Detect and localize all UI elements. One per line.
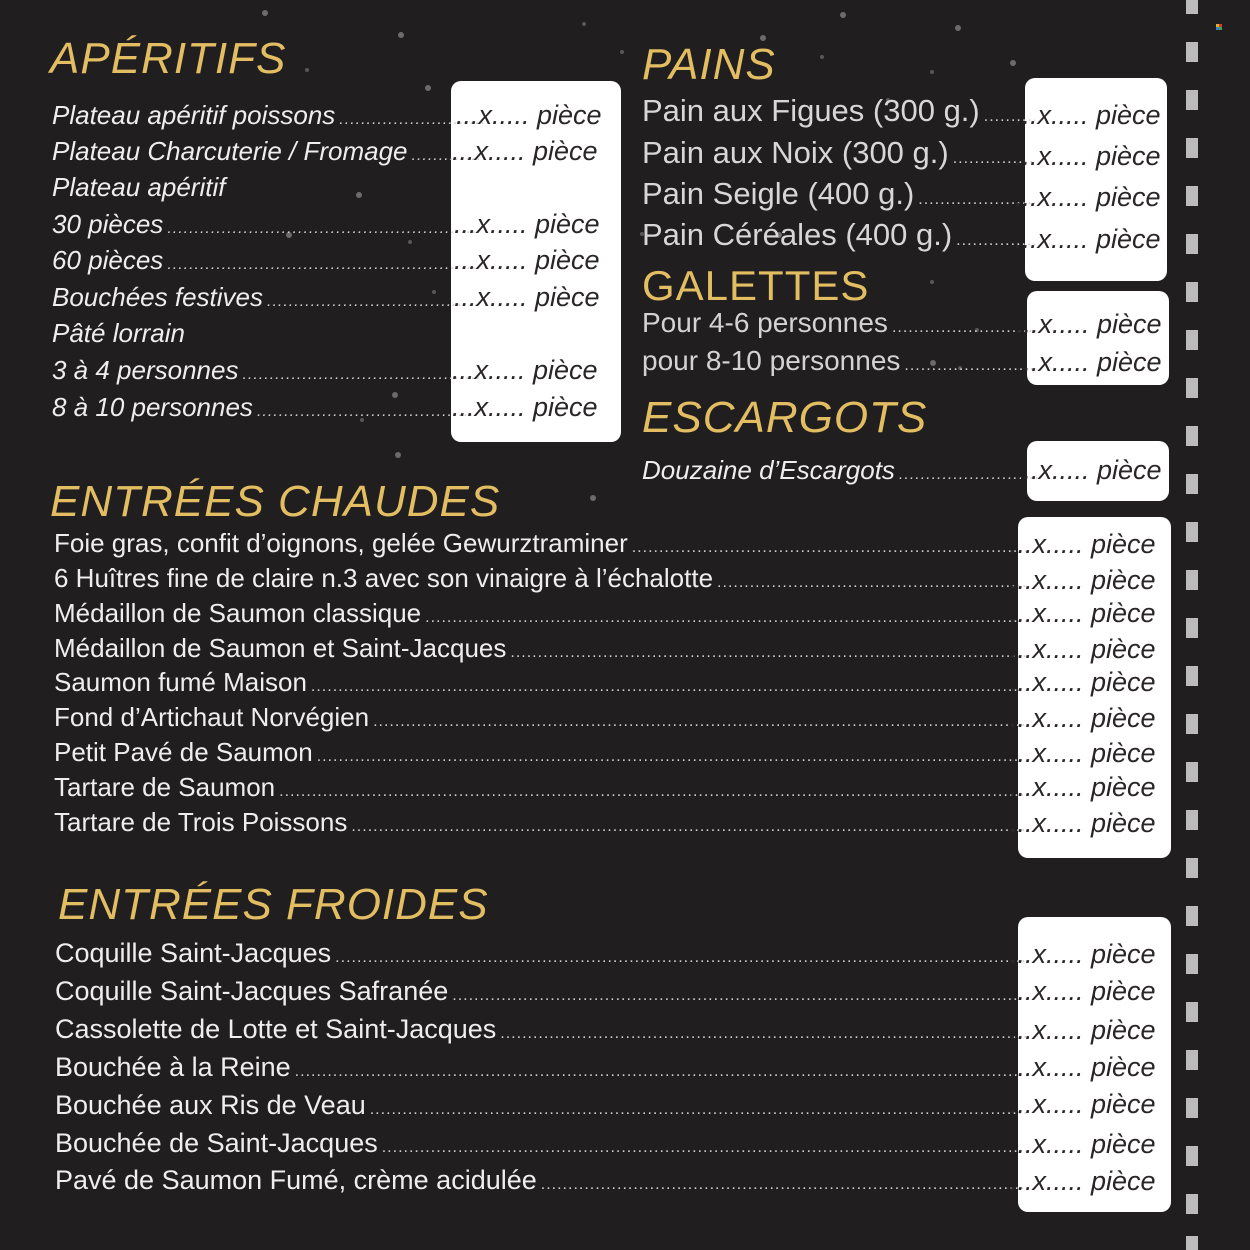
section-title-galettes: GALETTES (642, 262, 870, 309)
quantity-field[interactable]: ...x..... pièce (452, 392, 598, 422)
section-title-entrees-chaudes: ENTRÉES CHAUDES (50, 477, 501, 526)
brand-logo-mark (1216, 24, 1226, 32)
menu-item-row: 3 à 4 personnes ..... (52, 355, 482, 390)
quantity-field[interactable]: ...x..... pièce (1015, 100, 1161, 130)
menu-item-row: Coquille Saint-Jacques ..... (55, 938, 1030, 973)
quantity-field[interactable]: ...x..... pièce (454, 245, 600, 275)
section-title-pains: PAINS (642, 40, 776, 89)
section-title-entrees-froides: ENTRÉES FROIDES (58, 880, 489, 929)
quantity-field[interactable]: ...x..... pièce (1010, 1129, 1156, 1159)
quantity-field[interactable]: ...x..... pièce (1010, 634, 1156, 664)
menu-item-row: Pain Céréales (400 g.) ..... (642, 220, 1038, 256)
menu-item-row: Saumon fumé Maison ..... (54, 667, 1029, 702)
menu-item-row: 30 pièces ..... (52, 209, 482, 244)
quantity-field[interactable]: ...x..... pièce (452, 136, 598, 166)
quantity-field[interactable]: ...x..... pièce (1010, 703, 1156, 733)
quantity-field[interactable]: ...x..... pièce (1015, 182, 1161, 212)
menu-item-row: Cassolette de Lotte et Saint-Jacques ..... (55, 1014, 1030, 1049)
menu-item-row: Douzaine d’Escargots ..... (642, 455, 1040, 490)
menu-item-row: 6 Huîtres fine de claire n.3 avec son vinaigre à l’échalotte ..... (54, 563, 1029, 598)
film-strip-decoration (1186, 0, 1198, 1250)
quantity-field[interactable]: ...x..... pièce (1010, 1015, 1156, 1045)
quantity-field[interactable]: ...x..... pièce (1010, 529, 1156, 559)
quantity-field[interactable]: ...x..... pièce (1010, 565, 1156, 595)
menu-item-row: Pâté lorrain (52, 318, 185, 348)
menu-item-row: Tartare de Saumon ..... (54, 772, 1029, 807)
menu-item-row: Bouchée aux Ris de Veau ..... (55, 1090, 1030, 1125)
menu-item-row: Petit Pavé de Saumon ..... (54, 737, 1029, 772)
quantity-field[interactable]: ...x..... pièce (1010, 667, 1156, 697)
menu-item-row: Plateau apéritif poissons ..... (52, 100, 486, 135)
menu-item-row: Plateau apéritif (52, 172, 226, 202)
quantity-field[interactable]: ...x..... pièce (1016, 347, 1162, 377)
menu-item-row: 60 pièces ..... (52, 245, 482, 280)
quantity-field[interactable]: ...x..... pièce (1015, 141, 1161, 171)
quantity-field[interactable]: ...x..... pièce (1010, 738, 1156, 768)
menu-item-row: pour 8-10 personnes ..... (642, 346, 1040, 381)
menu-item-row: Bouchées festives ..... (52, 282, 482, 317)
menu-item-row: 8 à 10 personnes ..... (52, 392, 482, 427)
menu-item-row: Plateau Charcuterie / Fromage ..... (52, 136, 482, 171)
menu-item-row: Foie gras, confit d’oignons, gelée Gewurztraminer ..... (54, 528, 1029, 563)
quantity-field[interactable]: ...x..... pièce (452, 355, 598, 385)
quantity-field[interactable]: ...x..... pièce (1015, 224, 1161, 254)
menu-item-row: Bouchée de Saint-Jacques ..... (55, 1128, 1030, 1163)
section-title-escargots: ESCARGOTS (642, 393, 928, 442)
quantity-field[interactable]: ...x..... pièce (1010, 772, 1156, 802)
quantity-field[interactable]: ...x..... pièce (1010, 1089, 1156, 1119)
menu-item-row: Tartare de Trois Poissons ..... (54, 807, 1029, 842)
menu-item-row: Fond d’Artichaut Norvégien ..... (54, 702, 1029, 737)
quantity-field[interactable]: ...x..... pièce (1010, 598, 1156, 628)
section-title-aperitifs: APÉRITIFS (50, 34, 287, 83)
menu-item-row: Pour 4-6 personnes ..... (642, 308, 1040, 343)
menu-item-row: Pain aux Figues (300 g.) ..... (642, 96, 1038, 132)
quantity-field[interactable]: ...x..... pièce (1010, 976, 1156, 1006)
menu-item-row: Bouchée à la Reine ..... (55, 1052, 1030, 1087)
menu-item-row: Pain aux Noix (300 g.) ..... (642, 138, 1038, 174)
quantity-field[interactable]: ...x..... pièce (454, 209, 600, 239)
menu-item-row: Pain Seigle (400 g.) ..... (642, 179, 1038, 215)
quantity-field[interactable]: ...x..... pièce (454, 282, 600, 312)
menu-item-row: Médaillon de Saumon et Saint-Jacques ..... (54, 633, 1029, 668)
quantity-field[interactable]: ...x..... pièce (1010, 939, 1156, 969)
quantity-field[interactable]: ...x..... pièce (1010, 808, 1156, 838)
menu-item-row: Médaillon de Saumon classique ..... (54, 598, 1029, 633)
menu-item-row: Coquille Saint-Jacques Safranée ..... (55, 976, 1030, 1011)
quantity-field[interactable]: ...x..... pièce (1016, 455, 1162, 485)
quantity-field[interactable]: ...x..... pièce (1016, 309, 1162, 339)
quantity-field[interactable]: ...x..... pièce (1010, 1052, 1156, 1082)
menu-item-row: Pavé de Saumon Fumé, crème acidulée ..... (55, 1165, 1030, 1200)
quantity-field[interactable]: ...x..... pièce (456, 100, 602, 130)
quantity-field[interactable]: ...x..... pièce (1010, 1166, 1156, 1196)
